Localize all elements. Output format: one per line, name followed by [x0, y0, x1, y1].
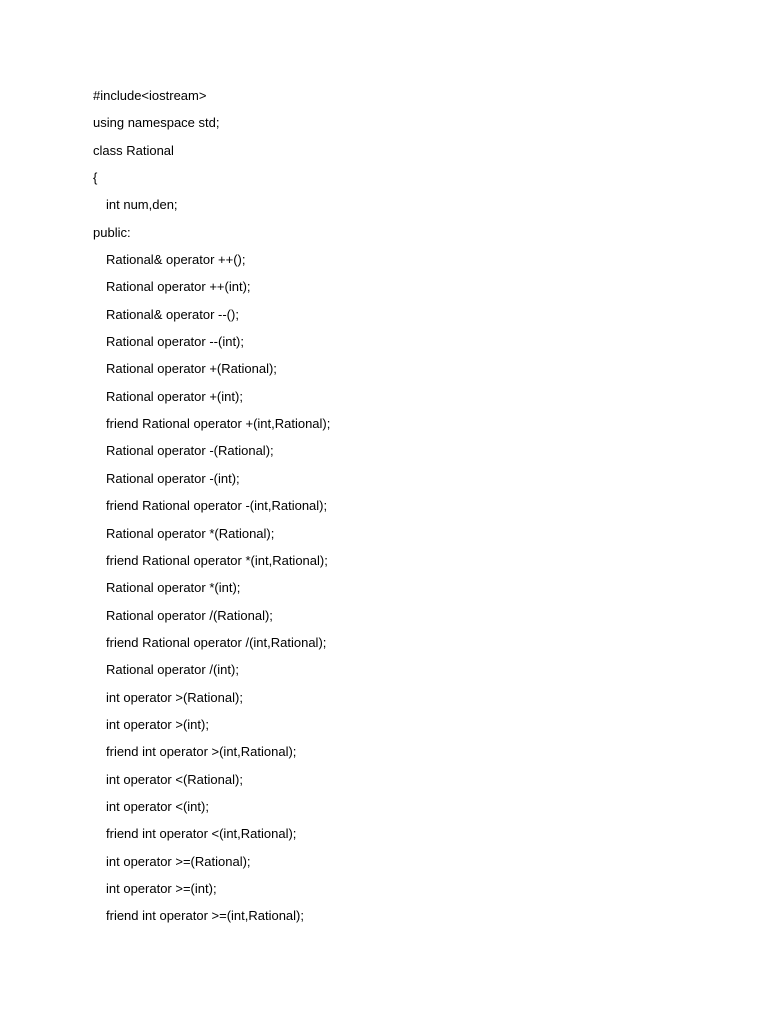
code-line: Rational operator ++(int); — [106, 279, 251, 295]
code-line: Rational operator --(int); — [106, 334, 244, 350]
code-line: class Rational — [93, 142, 174, 158]
code-line: int num,den; — [106, 197, 178, 213]
code-line: friend int operator >(int,Rational); — [106, 744, 297, 760]
code-line: friend Rational operator -(int,Rational); — [106, 498, 328, 514]
code-line: Rational operator /(Rational); — [106, 607, 273, 623]
code-line: Rational& operator --(); — [106, 306, 239, 322]
code-line: Rational operator -(int); — [106, 470, 240, 486]
code-line: Rational operator /(int); — [106, 662, 239, 678]
code-line: friend Rational operator +(int,Rational); — [106, 416, 331, 432]
code-line: Rational operator +(int); — [106, 388, 243, 404]
code-line: { — [93, 170, 98, 186]
code-line: Rational operator *(Rational); — [106, 525, 275, 541]
code-line: Rational operator +(Rational); — [106, 361, 277, 377]
code-line: int operator >(Rational); — [106, 689, 243, 705]
code-line: int operator >=(int); — [106, 880, 217, 896]
code-line: Rational& operator ++(); — [106, 252, 246, 268]
code-line: friend int operator >=(int,Rational); — [106, 908, 304, 924]
code-line: Rational operator *(int); — [106, 580, 241, 596]
code-line: friend Rational operator *(int,Rational); — [106, 552, 328, 568]
code-line: int operator >=(Rational); — [106, 853, 251, 869]
code-listing — [93, 86, 733, 934]
code-line: Rational operator -(Rational); — [106, 443, 274, 459]
code-line: using namespace std; — [93, 115, 220, 131]
code-line: friend Rational operator /(int,Rational); — [106, 634, 327, 650]
code-line: int operator <(Rational); — [106, 771, 243, 787]
code-line: int operator <(int); — [106, 798, 209, 814]
code-line: #include<iostream> — [93, 88, 207, 103]
code-line: public: — [93, 224, 131, 240]
code-line: int operator >(int); — [106, 716, 209, 732]
code-line: friend int operator <(int,Rational); — [106, 826, 297, 842]
